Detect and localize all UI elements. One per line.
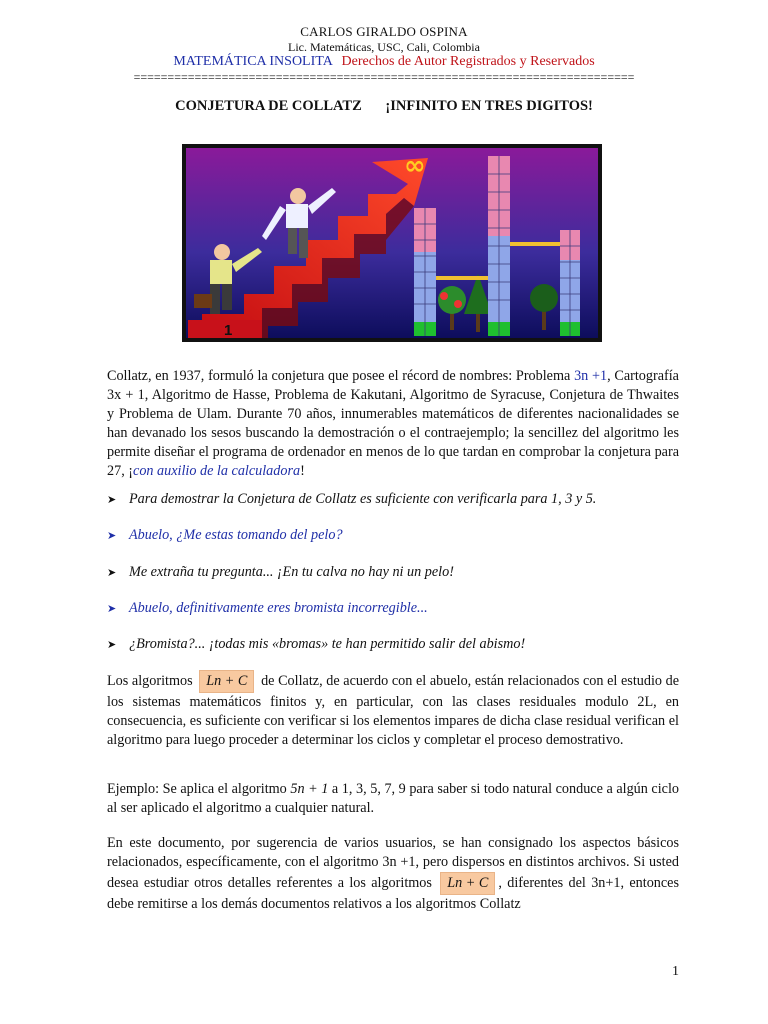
formula-ln-plus-c-2: Ln + C — [440, 872, 495, 895]
documents-text-a: En este documento, por sugerencia de varios usuarios, se han consignado los aspectos básicos relacionados, específicamente, con el algoritmo 3n +1, pero dispersos en distintos archivos. Si usted desea estudiar otros detalles referentes a los algoritmos — [107, 835, 679, 891]
formula-ln-plus-c: Ln + C — [199, 670, 254, 693]
arrow-bullet-icon: ➤ — [107, 603, 117, 615]
bullet-text: Me extraña tu pregunta... ¡En tu calva no hay ni un pelo! — [129, 564, 454, 580]
dialogue-bullet-2 — [107, 527, 687, 544]
formula-5n-plus-1: 5n + 1 — [290, 781, 329, 797]
step-label: 1 — [224, 322, 233, 339]
collatz-illustration — [182, 144, 602, 342]
header-degree: Lic. Matemáticas, USC, Cali, Colombia — [288, 40, 480, 54]
arrow-bullet-icon: ➤ — [107, 530, 117, 542]
title-left: CONJETURA DE COLLATZ — [175, 98, 362, 114]
document-title — [0, 98, 768, 115]
arrow-bullet-icon: ➤ — [107, 567, 117, 579]
documents-text-b: , diferentes del 3n+1, entonces debe remitirse a los demás documentos relativos a los algoritmos Collatz — [107, 875, 680, 912]
title-right: ¡INFINITO EN TRES DIGITOS! — [385, 98, 593, 114]
header-rights: Derechos de Autor Registrados y Reservados — [341, 54, 595, 69]
arrow-bullet-icon: ➤ — [107, 639, 117, 651]
header-rule: ========================================================================== — [133, 70, 635, 84]
intro-text-b: , Cartografía 3x + 1, Algoritmo de Hasse, Problema de Kakutani, Algoritmo de Syracuse, Conjetura de Thwaites y Problema de Ulam. Durante 70 años, innumerables matemáticos de diferentes nacionalidades se han devanado los sesos buscando la demostración o el contraejemplo; la sencillez del algoritmo les permite diseñar el programa de ordenador en menos de lo que tardan en comprobar la conjetura para 27, ¡ — [107, 368, 679, 479]
bullet-text: Abuelo, definitivamente eres bromista incorregible... — [129, 600, 428, 616]
algorithms-text-a: Los algoritmos — [107, 673, 193, 689]
algorithms-text-b: de Collatz, de acuerdo con el abuelo, están relacionados con el estudio de los sistemas matemáticos finitos y, en particular, con las clases residuales modulo 2L, en consecuencia, es suficiente con verificar si los elementos impares de dicha clase residual verifican el algoritmo para luego proceder a determinar los ciclos y completar el proceso demostrativo. — [107, 673, 680, 748]
intro-text-a: Collatz, en 1937, formuló la conjetura que posee el récord de nombres: Problema — [107, 368, 575, 384]
page-number: 1 — [672, 964, 679, 979]
intro-highlight: 3n +1 — [574, 368, 608, 384]
arrow-bullet-icon: ➤ — [107, 494, 117, 506]
bullet-text: Abuelo, ¿Me estas tomando del pelo? — [129, 527, 343, 543]
intro-italic: con auxilio de la calculadora — [133, 463, 301, 479]
dialogue-bullet-1 — [107, 491, 687, 508]
dialogue-bullet-4 — [107, 600, 687, 617]
bullet-text: Para demostrar la Conjetura de Collatz es suficiente con verificarla para 1, 3 y 5. — [129, 491, 597, 507]
bullet-text: ¿Bromista?... ¡todas mis «bromas» te han permitido salir del abismo! — [129, 636, 526, 652]
intro-paragraph — [107, 367, 679, 481]
infinity-label: ∞ — [404, 151, 426, 181]
dialogue-bullet-3 — [107, 564, 687, 581]
algorithms-paragraph — [107, 670, 679, 750]
example-paragraph — [107, 780, 679, 818]
intro-text-c: ! — [300, 463, 305, 479]
header-brand-line — [0, 54, 768, 70]
header-brand: MATEMÁTICA INSOLITA — [173, 54, 333, 69]
example-text-b: a 1, 3, 5, 7, 9 para saber si todo natural conduce a algún ciclo al ser aplicado el algoritmo a cualquier natural. — [107, 781, 679, 816]
documents-paragraph — [107, 834, 679, 914]
example-text-a: Ejemplo: Se aplica el algoritmo — [107, 781, 291, 797]
dialogue-bullet-5 — [107, 636, 687, 653]
header-author: CARLOS GIRALDO OSPINA — [300, 24, 468, 39]
